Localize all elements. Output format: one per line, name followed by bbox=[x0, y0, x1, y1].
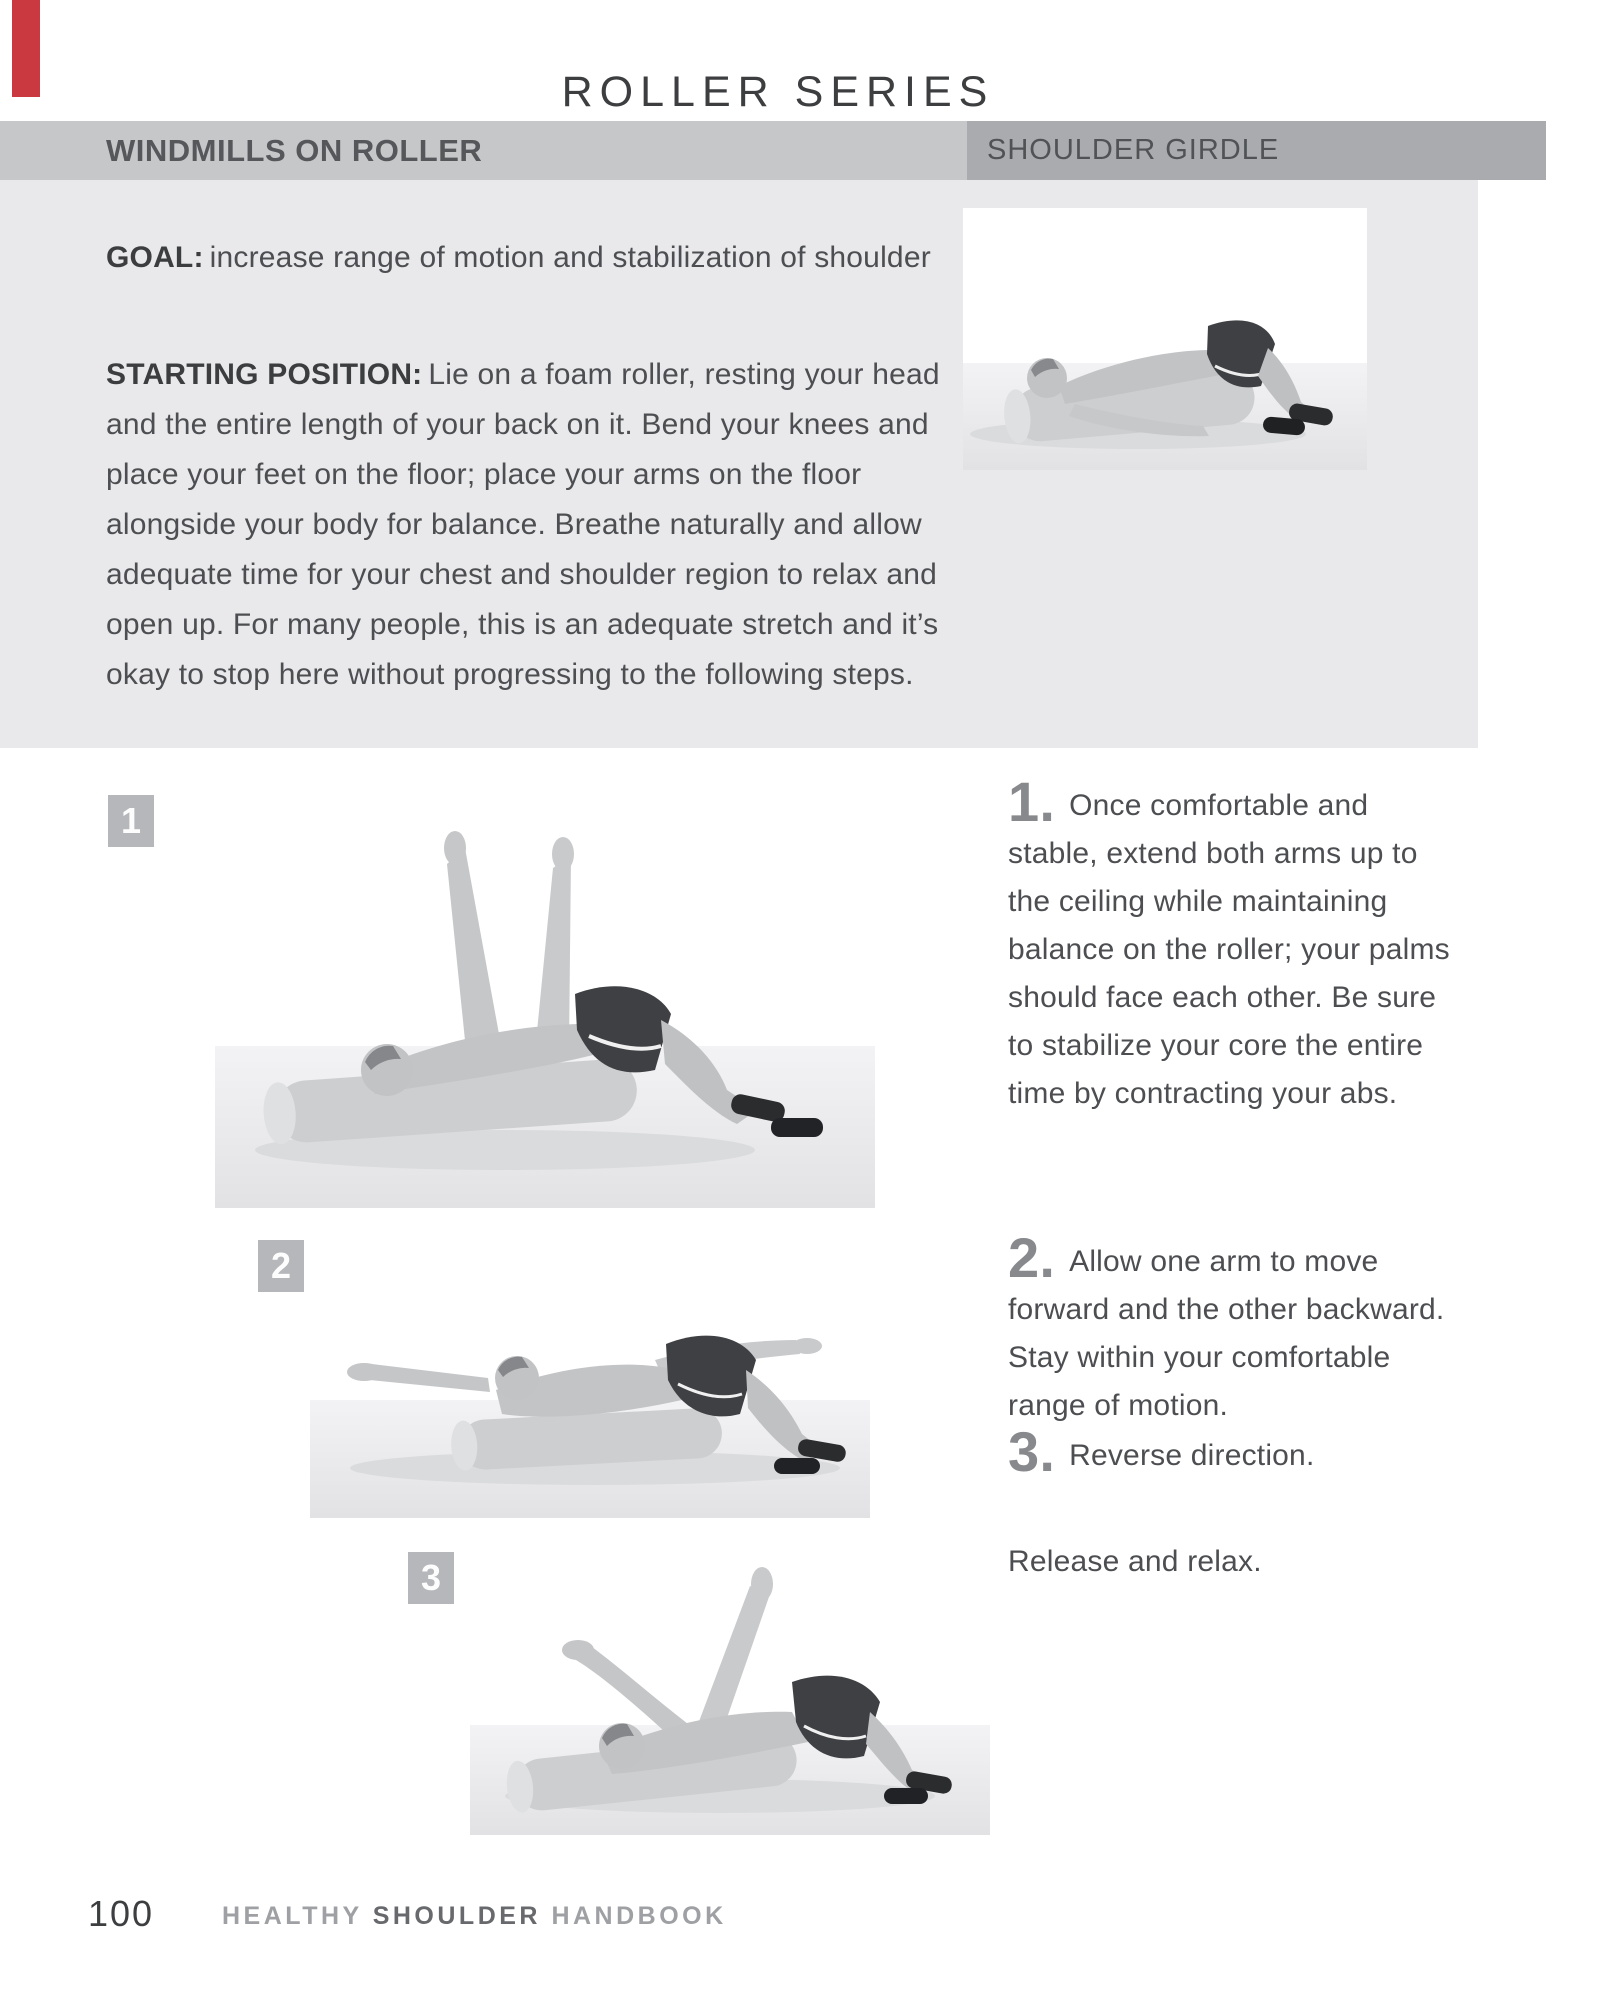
exercise-photo-step2 bbox=[310, 1228, 870, 1518]
step-1 bbox=[1008, 770, 1453, 1118]
photo-number-badge-2: 2 bbox=[258, 1240, 304, 1292]
step-2-text: Allow one arm to move forward and the other backward. Stay within your comfortable range of motion. bbox=[1008, 1245, 1445, 1422]
body-region-bar bbox=[967, 121, 1546, 180]
photo-number-badge-3: 3 bbox=[408, 1552, 454, 1604]
series-title: ROLLER SERIES bbox=[561, 68, 995, 116]
closing-text: Release and relax. bbox=[1008, 1545, 1262, 1578]
exercise-photo-start bbox=[963, 208, 1367, 470]
starting-position-paragraph bbox=[106, 350, 996, 700]
goal-label: GOAL: bbox=[106, 241, 204, 274]
starting-position-label: STARTING POSITION: bbox=[106, 358, 423, 391]
photo-illustration bbox=[470, 1540, 990, 1835]
exercise-title: WINDMILLS ON ROLLER bbox=[106, 132, 483, 168]
starting-position-text: Lie on a foam roller, resting your head and the entire length of your back on it. Bend your knees and place your feet on the floor; place your arms on the floor alongside your body for balance. Breathe naturally and allow adequate time for your chest and shoulder region to relax and open up. For many people, this is an adequate stretch and it’s okay to stop here without progressing to the following steps. bbox=[106, 358, 940, 691]
step-2 bbox=[1008, 1226, 1453, 1430]
exercise-photo-step1 bbox=[215, 778, 875, 1208]
book-title-part2: SHOULDER bbox=[372, 1902, 552, 1930]
goal-text: increase range of motion and stabilization of shoulder bbox=[209, 241, 931, 274]
step-3 bbox=[1008, 1420, 1453, 1483]
goal-paragraph bbox=[106, 233, 996, 283]
book-title bbox=[222, 1902, 727, 1931]
step-3-text: Reverse direction. bbox=[1069, 1439, 1315, 1472]
step-1-number: 1. bbox=[1008, 770, 1056, 833]
photo-number-badge-1: 1 bbox=[108, 795, 154, 847]
exercise-title-bar bbox=[0, 121, 967, 180]
step-2-number: 2. bbox=[1008, 1226, 1056, 1289]
page-number: 100 bbox=[88, 1893, 155, 1934]
photo-illustration bbox=[310, 1228, 870, 1518]
photo-illustration bbox=[963, 208, 1367, 470]
body-region-label: SHOULDER GIRDLE bbox=[987, 134, 1280, 166]
step-1-text: Once comfortable and stable, extend both arms up to the ceiling while maintaining balance on the roller; your palms should face each other. Be sure to stabilize your core the entire time by contracting your abs. bbox=[1008, 789, 1450, 1110]
photo-illustration bbox=[215, 778, 875, 1208]
exercise-photo-step3 bbox=[470, 1540, 990, 1835]
book-title-part1: HEALTHY bbox=[222, 1902, 373, 1930]
book-title-part3: HANDBOOK bbox=[551, 1902, 727, 1930]
step-3-number: 3. bbox=[1008, 1420, 1056, 1483]
